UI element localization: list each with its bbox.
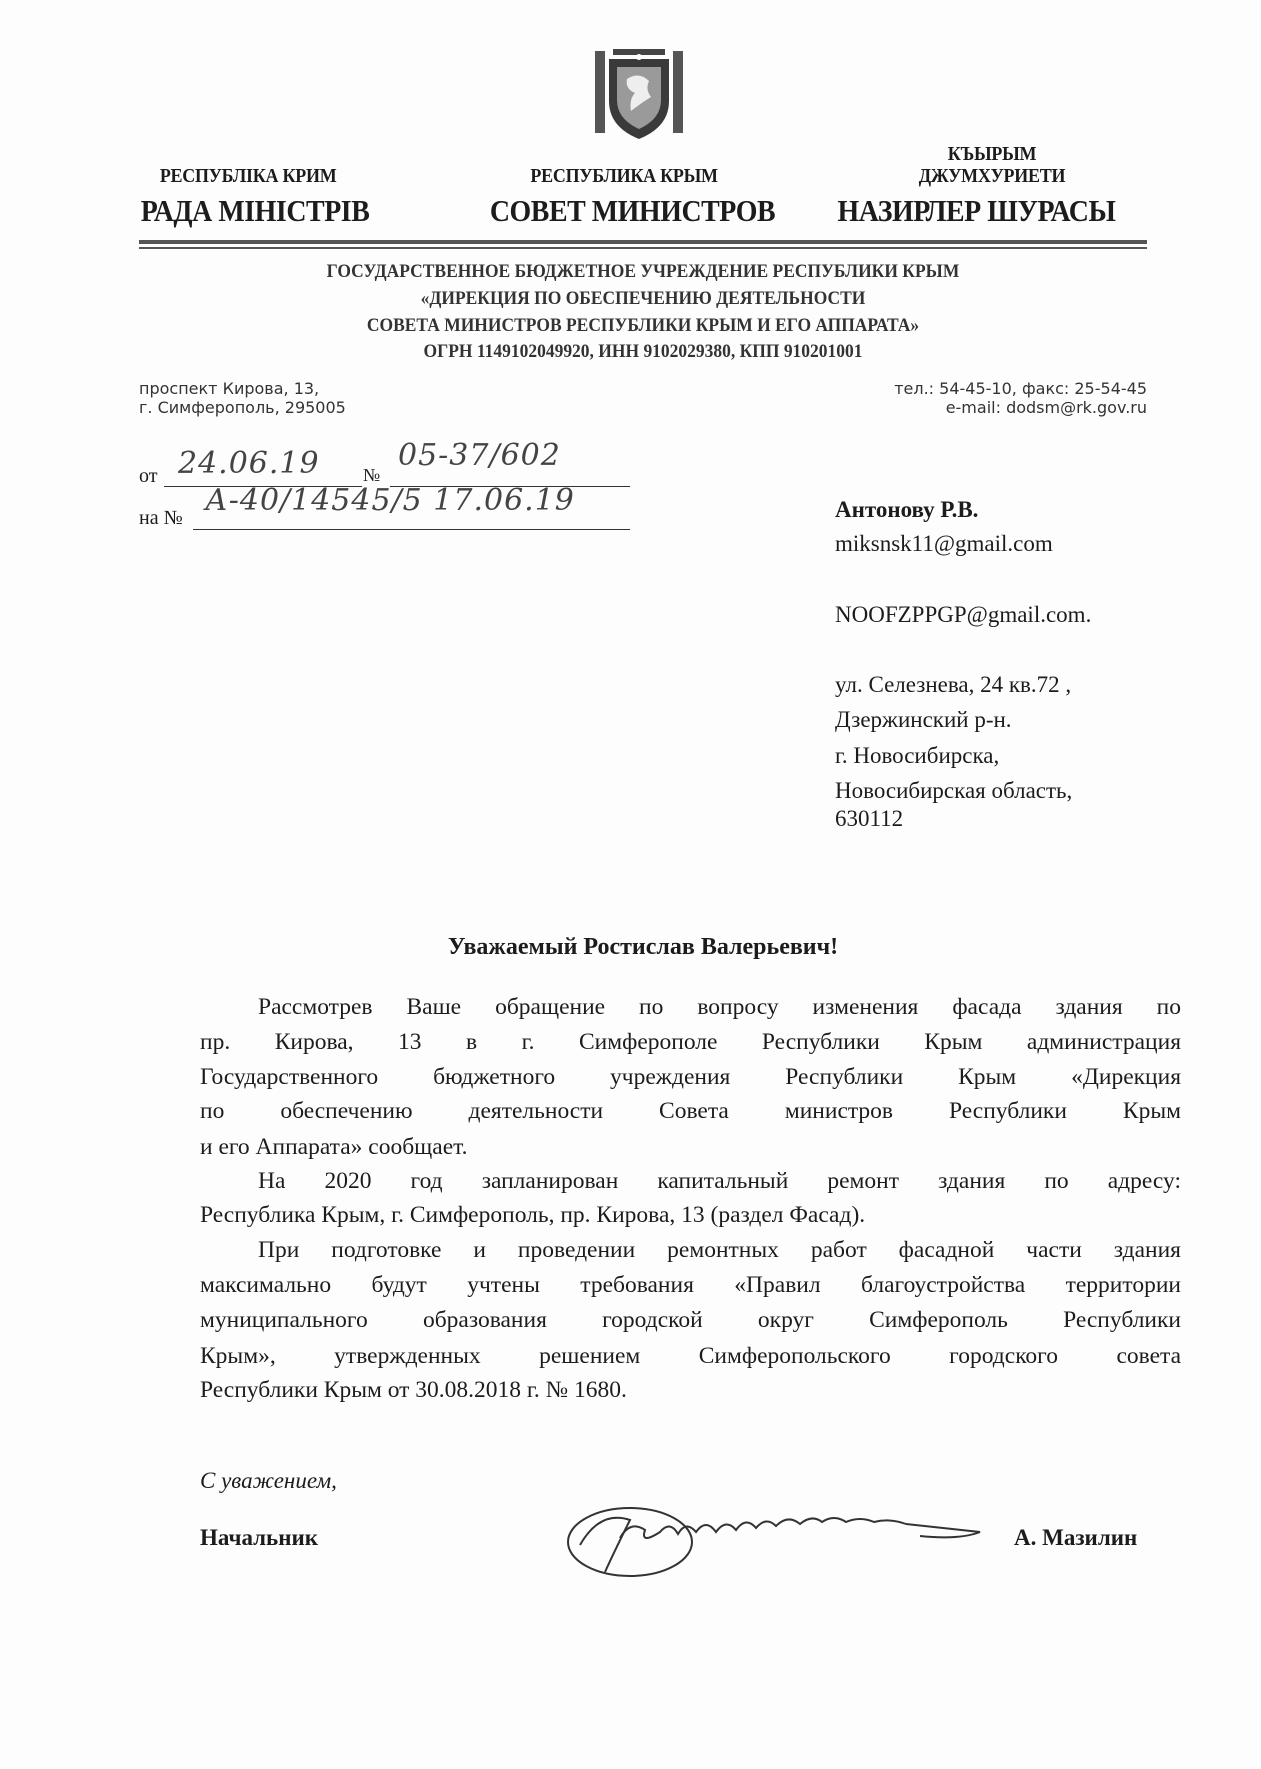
- org-email: e-mail: dodsm@rk.gov.ru: [945, 398, 1147, 417]
- body-line: пр. Кирова, 13 в г. Симферополе Республики Крым администрация: [200, 1029, 1181, 1055]
- from-date: 24.06.19: [178, 446, 320, 481]
- body-line: муниципального образования городской округ Симферополь Республики: [200, 1307, 1181, 1333]
- reply-to: А-40/14545/5 17.06.19: [205, 483, 575, 518]
- body-line: максимально будут учтены требования «Правил благоустройства территории: [200, 1272, 1181, 1298]
- outgoing-number-field: [390, 438, 630, 487]
- org-phone-fax: тел.: 54-45-10, факс: 25-54-45: [894, 379, 1147, 398]
- header-center-line1: РЕСПУБЛИКА КРЫМ: [530, 165, 718, 187]
- body-line: При подготовке и проведении ремонтных работ фасадной части здания: [258, 1237, 1181, 1263]
- outgoing-number: 05-37/602: [398, 438, 561, 473]
- body-line: Рассмотрев Ваше обращение по вопросу изменения фасада здания по: [258, 994, 1181, 1020]
- header-divider: [139, 240, 1147, 244]
- org-line: «ДИРЕКЦИЯ ПО ОБЕСПЕЧЕНИЮ ДЕЯТЕЛЬНОСТИ: [420, 288, 866, 309]
- body-line: Республики Крым от 30.08.2018 г. № 1680.: [200, 1377, 627, 1403]
- salutation: Уважаемый Ростислав Валерьевич!: [447, 934, 839, 960]
- body-line: На 2020 год запланирован капитальный ремонт здания по адресу:: [258, 1168, 1181, 1194]
- body-line: Республика Крым, г. Симферополь, пр. Кирова, 13 (раздел Фасад).: [200, 1202, 866, 1228]
- org-line: СОВЕТА МИНИСТРОВ РЕСПУБЛИКИ КРЫМ И ЕГО АППАРАТА»: [366, 315, 920, 336]
- org-line: ГОСУДАРСТВЕННОЕ БЮДЖЕТНОЕ УЧРЕЖДЕНИЕ РЕСПУБЛИКИ КРЫМ: [326, 261, 960, 282]
- signer-title: Начальник: [200, 1525, 318, 1550]
- header-right-line2: НАЗИРЛЕР ШУРАСЫ: [837, 193, 1116, 228]
- recipient-email: miksnsk11@gmail.com: [835, 531, 1053, 556]
- header-center-line2: СОВЕТ МИНИСТРОВ: [489, 193, 776, 228]
- recipient-email: NOOFZPPGP@gmail.com.: [835, 602, 1092, 627]
- recipient-address-line: 630112: [835, 806, 904, 831]
- org-line: ОГРН 1149102049920, ИНН 9102029380, КПП 910201001: [423, 341, 863, 362]
- number-label: №: [363, 465, 381, 485]
- signer-name: А. Мазилин: [1014, 1525, 1138, 1550]
- handwritten-signature-icon: [560, 1490, 1000, 1582]
- body-line: Государственного бюджетного учреждения Республики Крым «Дирекция: [200, 1064, 1181, 1090]
- org-address-line1: проспект Кирова, 13,: [139, 379, 320, 398]
- body-line: Крым», утвержденных решением Симферопольского городского совета: [200, 1343, 1181, 1369]
- closing: С уважением,: [200, 1468, 337, 1493]
- from-label: от: [139, 465, 158, 487]
- header-left-line1: РЕСПУБЛІКА КРИМ: [159, 165, 337, 187]
- recipient-address-line: г. Новосибирска,: [835, 743, 1000, 768]
- header-right-line1: ДЖУМХУРИЕТИ: [918, 165, 1066, 187]
- reply-label: на №: [139, 507, 183, 529]
- body-line: и его Аппарата» сообщает.: [200, 1134, 468, 1160]
- reply-to-field: [193, 483, 630, 530]
- recipient-name: Антонову Р.В.: [835, 497, 979, 522]
- recipient-address-line: Дзержинский р-н.: [835, 707, 1012, 732]
- recipient-address-line: Новосибирская область,: [835, 778, 1073, 803]
- crimea-coat-of-arms-icon: [591, 45, 687, 143]
- org-address-line2: г. Симферополь, 295005: [139, 398, 346, 417]
- recipient-address-line: ул. Селезнева, 24 кв.72 ,: [835, 672, 1072, 697]
- header-left-line2: РАДА МІНІСТРІВ: [140, 193, 370, 228]
- body-line: по обеспечению деятельности Совета министров Республики Крым: [200, 1098, 1181, 1124]
- header-divider-thin: [139, 247, 1147, 249]
- header-right-line0: КЪЫРЫМ: [947, 143, 1037, 165]
- from-date-field: [164, 446, 362, 487]
